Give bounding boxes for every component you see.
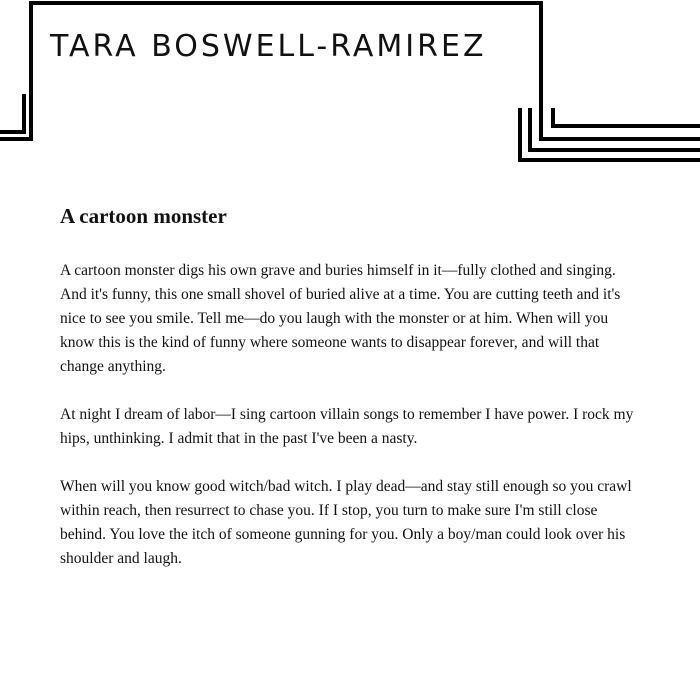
frame-right-step-2 xyxy=(530,110,700,150)
poem-stanza: A cartoon monster digs his own grave and buries himself in it—fully clothed and singing. And it's funny, this one small shovel of buried alive at a time. You are cutting teeth and it's nice to see you smile. Tell me—do you laugh with the monster or at him. When will you know this is the kind of funny where someone wants to disappear forever, and will that change anything. xyxy=(60,262,621,375)
poem-stanza: When will you know good witch/bad witch. I play dead—and stay still enough so you crawl within reach, then resurrect to chase you. If I stop, you turn to make sure I'm still close behind. You love the itch of someone gunning for you. Only a boy/man could look over his shoulder and laugh. xyxy=(60,478,632,567)
poem-body xyxy=(60,259,634,595)
frame-right-step-3 xyxy=(520,110,700,160)
poem-title: A cartoon monster xyxy=(60,204,227,228)
frame-outer-line xyxy=(31,3,700,139)
author-name: TARA BOSWELL-RAMIREZ xyxy=(50,29,487,64)
frame-right-step-1 xyxy=(553,110,700,126)
poem-stanza: At night I dream of labor—I sing cartoon villain songs to remember I have power. I rock my hips, unthinking. I admit that in the past I've been a nasty. xyxy=(60,406,634,447)
frame-left-step-1 xyxy=(0,96,24,132)
